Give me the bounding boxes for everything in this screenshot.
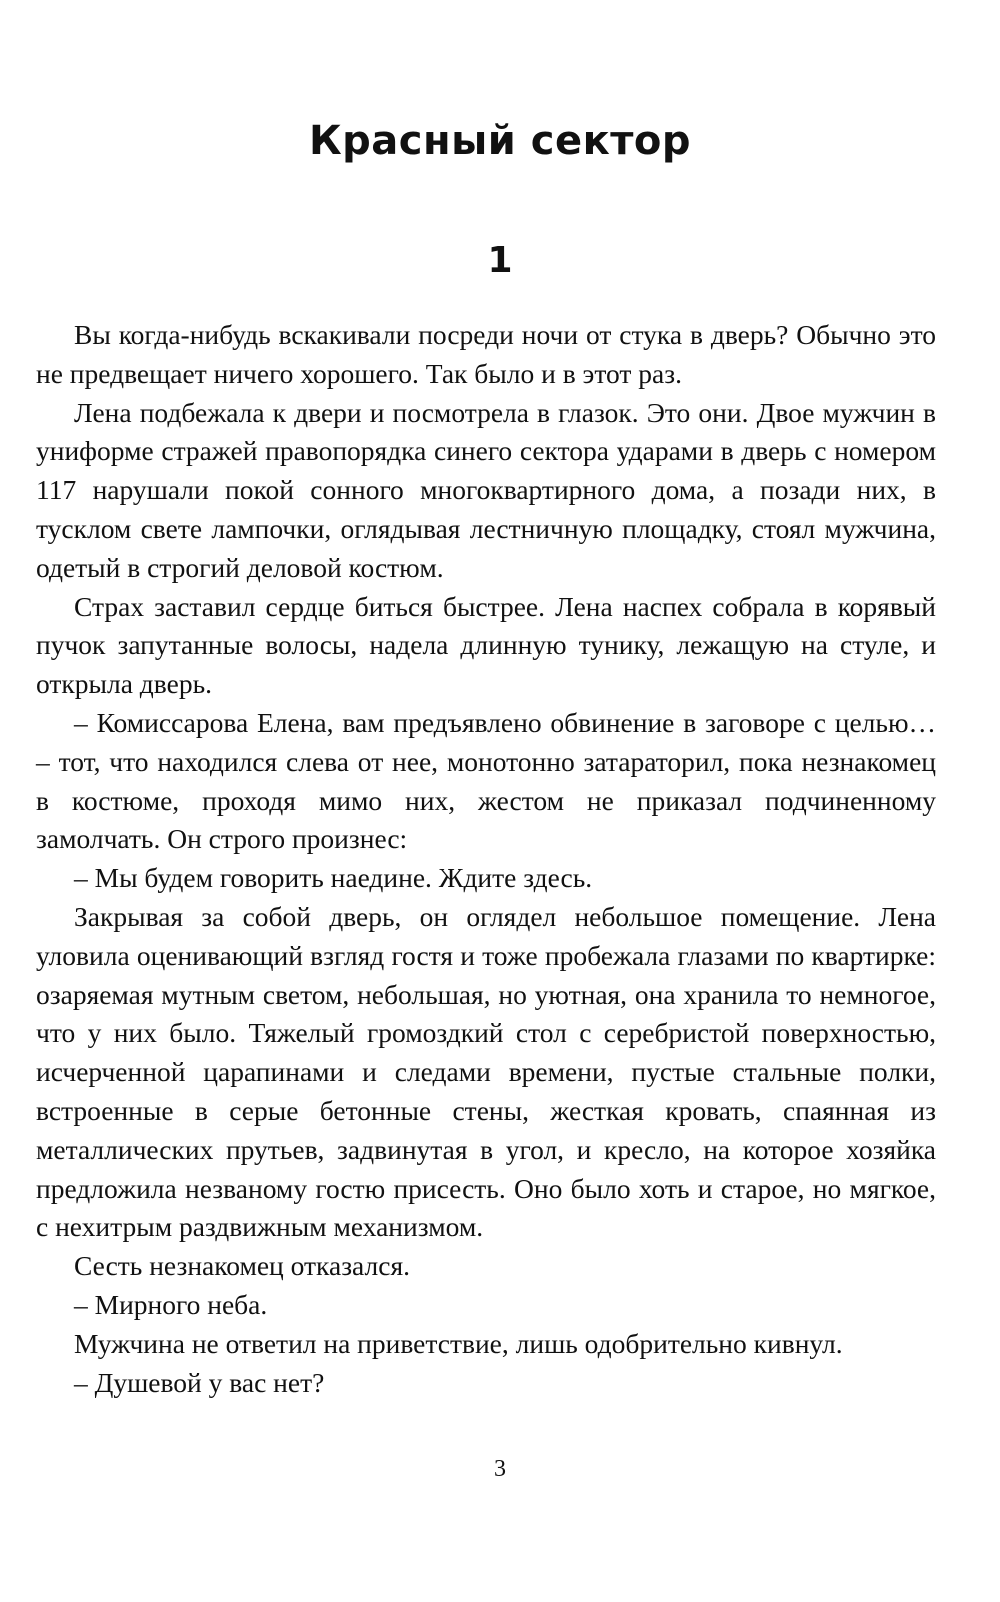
paragraph: – Мирного неба. (74, 1288, 268, 1320)
paragraph: Закрывая за собой дверь, он оглядел небольшое помещение. Лена уловила оценивающий взгляд гостя и тоже пробежала глазами по квартирке: озаряемая мутным светом, небольшая, но уютная, она хранила то немногое, что у них было. Тяжелый громоздкий стол с серебристой поверхностью, исчерченной царапинами и следами времени, пустые стальные полки, встроенные в серые бетонные стены, жесткая кровать, спаянная из металлических прутьев, задвинутая в угол, и кресло, на которое хозяйка предложила незваному гостю присесть. Оно было хоть и старое, но мягкое, с нехитрым раздвижным механизмом. (36, 900, 936, 1243)
paragraph: Вы когда-нибудь вскакивали посреди ночи от стука в дверь? Обычно это не предвещает ничего хорошего. Так было и в этот раз. (36, 319, 936, 389)
paragraph: Сесть незнакомец отказался. (74, 1250, 410, 1282)
paragraph: – Мы будем говорить наедине. Ждите здесь. (74, 862, 593, 894)
paragraph: Лена подбежала к двери и посмотрела в глазок. Это они. Двое мужчин в униформе стражей правопорядка синего сектора ударами в дверь с номером 117 нарушали покой сонного многоквартирного дома, а позади них, в тусклом свете лампочки, оглядывая лестничную площадку, стоял мужчина, одетый в строгий деловой костюм. (36, 396, 936, 583)
paragraph: – Комиссарова Елена, вам предъявлено обвинение в заговоре с целью… – тот, что находился слева от нее, монотонно затараторил, пока незнакомец в костюме, проходя мимо них, жестом не приказал подчиненному замолчать. Он строго произнес: (36, 706, 936, 855)
body-text (36, 316, 936, 1402)
paragraph: Страх заставил сердце биться быстрее. Лена наспех собрала в корявый пучок запутанные волосы, надела длинную тунику, лежащую на стуле, и открыла дверь. (36, 590, 936, 700)
page-number: 3 (494, 1456, 506, 1482)
section-number: 1 (487, 240, 513, 281)
paragraph: – Душевой у вас нет? (74, 1366, 325, 1398)
paragraph: Мужчина не ответил на приветствие, лишь одобрительно кивнул. (74, 1327, 843, 1359)
chapter-title: Красный сектор (308, 118, 692, 164)
